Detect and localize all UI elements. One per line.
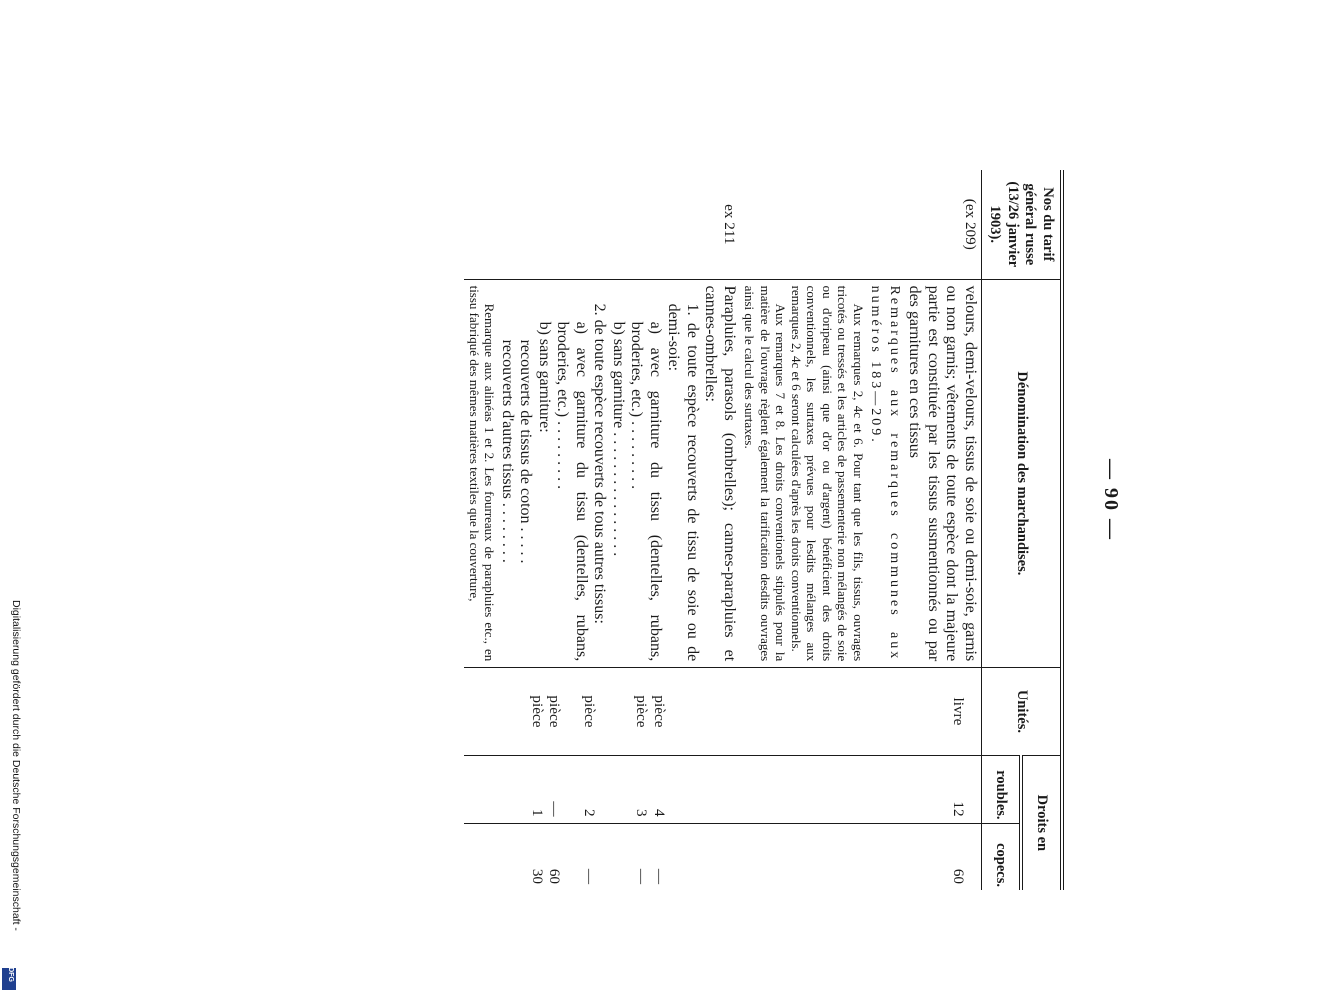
item-1a: a) avec garniture du tissu (dentelles, rubans, broderies, etc.) . . . . . . . . . — [628, 321, 664, 662]
row-unit: livre — [740, 668, 982, 755]
unit-1b: pièce — [633, 695, 651, 728]
row-roubles: 12 — [740, 755, 982, 823]
unit-2b-cotton: pièce — [546, 695, 564, 728]
unit-2a: pièce — [581, 695, 598, 728]
row-number: (ex 209) — [740, 170, 982, 279]
unit-2b-other: pièce — [529, 695, 546, 728]
unit-1a: pièce — [651, 695, 668, 728]
remark-paragraph: Remarque aux alinéas 1 et 2. Les fourreaux de parapluies etc., en tissu fabriqué des mêmes matières textiles que la couverture, — [467, 285, 498, 662]
row-roubles — [465, 755, 741, 823]
row-number: ex 211 — [465, 170, 741, 279]
roubles-1b: 3 — [633, 808, 651, 817]
copecs-2b-other: 30 — [529, 868, 546, 884]
item-1b: b) sans garniture . . . . . . . . . . . . . . . . — [610, 321, 627, 557]
row-text: velours, demi-velours, tissus de soie ou demi-soie, garnis ou non garnis; vêtements de toute espèce dont la majeure partie est constituée par les tissus susmentionnés ou par des garnitures en ces tissus — [906, 285, 979, 662]
table-row — [465, 170, 741, 890]
row-copecs: 60 — [950, 868, 968, 884]
header-copecs: copecs. — [982, 823, 1021, 890]
roubles-2a: 2 — [581, 808, 598, 817]
remark-paragraph: Aux remarques 7 et 8. Les droits conventionels stipulés pour la matière de l'ouvrage règlent également la tarification desdits ouvrages ainsi que le calcul des surtaxes. — [742, 285, 789, 662]
item-2b-cotton: recouverts de tissus de coton . . . . . — [517, 339, 535, 564]
tariff-table — [465, 170, 1065, 890]
header-tariff-number: Nos du tarif général russe (13/26 janvier 1903). — [982, 170, 1063, 279]
remark-title: Remarques aux remarques communes aux numéros 183—209. — [868, 285, 902, 662]
copecs-2b-cotton: 60 — [546, 868, 564, 884]
copecs-1a: — — [651, 868, 668, 884]
copecs-1b: — — [633, 868, 651, 884]
roubles-1a: 4 — [651, 808, 668, 817]
digitization-credit — [6, 600, 22, 994]
row-description — [465, 279, 741, 668]
copecs-2a: — — [581, 868, 598, 884]
header-units: Unités. — [982, 668, 1063, 755]
table-row — [740, 170, 982, 890]
item-2b: b) sans garniture: — [536, 321, 553, 433]
header-roubles: roubles. — [982, 755, 1021, 823]
row-copecs — [465, 823, 741, 890]
item-title: Parapluies, parasols (ombrelles); cannes-parapluies et cannes-ombrelles: — [702, 285, 738, 662]
header-duties: Droits en — [1021, 755, 1062, 890]
dfg-logo-text: DFG — [6, 967, 14, 982]
roubles-2b-other: 1 — [529, 808, 546, 817]
row-description — [740, 279, 982, 668]
page-number: — 90 — — [1100, 459, 1122, 541]
rotated-document-page — [162, 110, 1162, 890]
row-units — [465, 668, 741, 755]
item-2b-other: recouverts d'autres tissus . . . . . . . . — [499, 339, 516, 563]
header-denomination: Dénomination des marchandises. — [982, 279, 1063, 668]
item-1: 1. de toute espèce recouverts de tissu de soie ou de demi-soie: — [665, 303, 701, 662]
roubles-2b-cotton: — — [546, 801, 564, 817]
digitization-credit-text: Digitalisierung gefördert durch die Deutsche Forschungsgemeinschaft - — [10, 600, 22, 931]
dfg-logo — [2, 968, 16, 990]
remark-paragraph: Aux remarques 2, 4c et 6. Pour tant que les fils, tissus, ouvrages tricotés ou tressés et les articles de passementerie non mélangés de soie ou d'oripeau (ainsi que d'or ou d'argent) bénéficient des droits conventionnels, les surtaxes prévues pour lesdits mélanges aux remarques 2, 4c et 6 seront calculées d'après les droits conventionnels. — [789, 285, 866, 662]
item-2: 2. de toute espèce recouverts de tous autres tissus: — [591, 303, 609, 624]
item-2a: a) avec garniture du tissu (dentelles, rubans, broderies, etc.) . . . . . . . . . — [554, 321, 590, 662]
